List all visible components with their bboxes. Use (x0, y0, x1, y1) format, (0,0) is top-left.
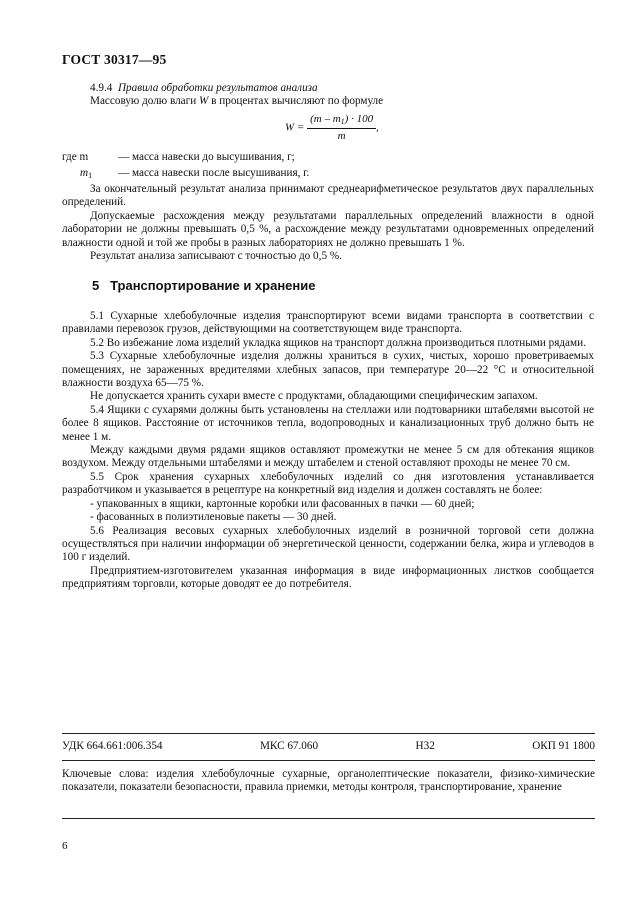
group-code: Н32 (415, 740, 435, 752)
paragraph: Допускаемые расхождения между результатами параллельных определений влажности в одной лаборатории не должны превышать 0,5 %, а расхождение между результатами одновременных определений влажности одной и той же пробы в разных лабораториях не должно превышать 1 %. (62, 209, 594, 249)
footer-divider-middle (62, 760, 595, 761)
definition-text: — масса навески до высушивания, г; (118, 151, 295, 163)
udk-code: УДК 664.661:006.354 (62, 740, 163, 752)
formula-numerator-sub: 1 (340, 117, 345, 126)
list-item: - фасованных в полиэтиленовые пакеты — 30 дней. (90, 511, 337, 524)
formula-numerator (307, 113, 376, 129)
paragraph-5-4-note: Между каждыми двумя рядами ящиков оставляют промежутки не менее 5 см для обтекания ящиков воздухом. Между отдельными штабелями и между штабелем и стеной оставляют проходы не менее 70 см. (62, 444, 594, 470)
formula-fraction (307, 113, 376, 143)
page-number: 6 (62, 840, 68, 852)
paragraph-5-6-note: Предприятием-изготовителем указанная информация в виде информационных листков сообщается предприятиям торговли, которые доводят ее до потребителя. (62, 564, 594, 591)
formula-intro-suffix: в процентах вычисляют по формуле (211, 95, 384, 108)
mks-code: МКС 67.060 (259, 740, 319, 752)
definition-row (62, 151, 309, 167)
formula-numerator-main: (m – m (310, 113, 341, 125)
section-title: Транспортирование и хранение (110, 278, 316, 293)
paragraph-5-3-note: Не допускается хранить сухари вместе с продуктами, обладающими специфическим запахом. (90, 390, 538, 403)
formula-lhs: W = (285, 121, 305, 134)
subsection-heading (62, 82, 594, 95)
paragraph: За окончательный результат анализа принимают среднеарифметическое результатов двух параллельных определений. (62, 183, 594, 209)
section-5-heading (92, 278, 315, 293)
footer-divider-top (62, 733, 595, 734)
paragraph-5-6: 5.6 Реализация весовых сухарных хлебобулочных изделий в розничной торговой сети должна осуществляться при наличии информации об энергетической ценности, содержании белка, жира и углеводов в 100 г изделий. (62, 524, 594, 564)
paragraph: Результат анализа записывают с точностью до 0,5 %. (90, 250, 342, 263)
moisture-formula (285, 113, 379, 143)
section-number: 5 (92, 278, 100, 293)
definition-label-text: где m (62, 151, 89, 163)
paragraph-5-2: 5.2 Во избежание лома изделий укладка ящиков на транспорт должна производиться плотными рядами. (90, 336, 586, 349)
definition-label (62, 151, 118, 167)
keywords: Ключевые слова: изделия хлебобулочные сухарные, органолептические показатели, физико-химические показатели, показатели безопасности, правила приемки, методы контроля, транспортирование, хранение (62, 768, 595, 794)
paragraph-5-4: 5.4 Ящики с сухарями должны быть установлены на стеллажи или подтоварники штабелями высотой не более 8 ящиков. Расстояние от источников тепла, водопроводных и канализационных труб должно быть не менее 1 м. (62, 403, 594, 443)
analysis-paragraphs (62, 183, 594, 263)
subsection-4-9-4 (62, 82, 594, 109)
list-item: - упакованных в ящики, картонные коробки или фасованных в пачки — 60 дней; (90, 497, 475, 510)
subsection-title: Правила обработки результатов анализа (117, 82, 318, 94)
okp-code: ОКП 91 1800 (532, 740, 595, 752)
formula-intro-prefix: Массовую долю влаги (90, 95, 197, 108)
document-code: ГОСТ 30317—95 (62, 52, 167, 67)
definition-label-text: m (80, 166, 89, 179)
paragraph-5-5: 5.5 Срок хранения сухарных хлебобулочных изделий со дня изготовления устанавливается разработчиком и указывается в рецептуре на конкретный вид изделия и должен составлять не более: (62, 470, 594, 497)
definition-label-sub: 1 (88, 170, 93, 180)
subsection-number: 4.9.4 (90, 82, 113, 94)
definition-text: — масса навески после высушивания, г. (118, 166, 310, 179)
formula-intro (62, 95, 594, 108)
section-5-body (62, 310, 594, 592)
formula-intro-variable: W (199, 95, 209, 108)
paragraph-5-1: 5.1 Сухарные хлебобулочные изделия транспортируют всеми видами транспорта в соответствии с правилами перевозок грузов, действующими на соответствующем виде транспорта. (62, 310, 594, 336)
formula-numerator-tail: ) · 100 (344, 113, 374, 125)
paragraph-5-3: 5.3 Сухарные хлебобулочные изделия должны храниться в сухих, чистых, хорошо проветриваемых помещениях, не зараженных вредителями хлебных запасов, при температуре 20—22 °С и относительной влажности воздуха 65—75 %. (62, 350, 594, 390)
classification-row (62, 740, 595, 752)
definition-row (62, 167, 309, 183)
definition-label (62, 167, 118, 183)
formula-trailing: , (376, 121, 379, 134)
formula-definitions (62, 151, 309, 182)
footer-divider-bottom (62, 818, 595, 819)
formula-denominator: m (337, 130, 346, 142)
